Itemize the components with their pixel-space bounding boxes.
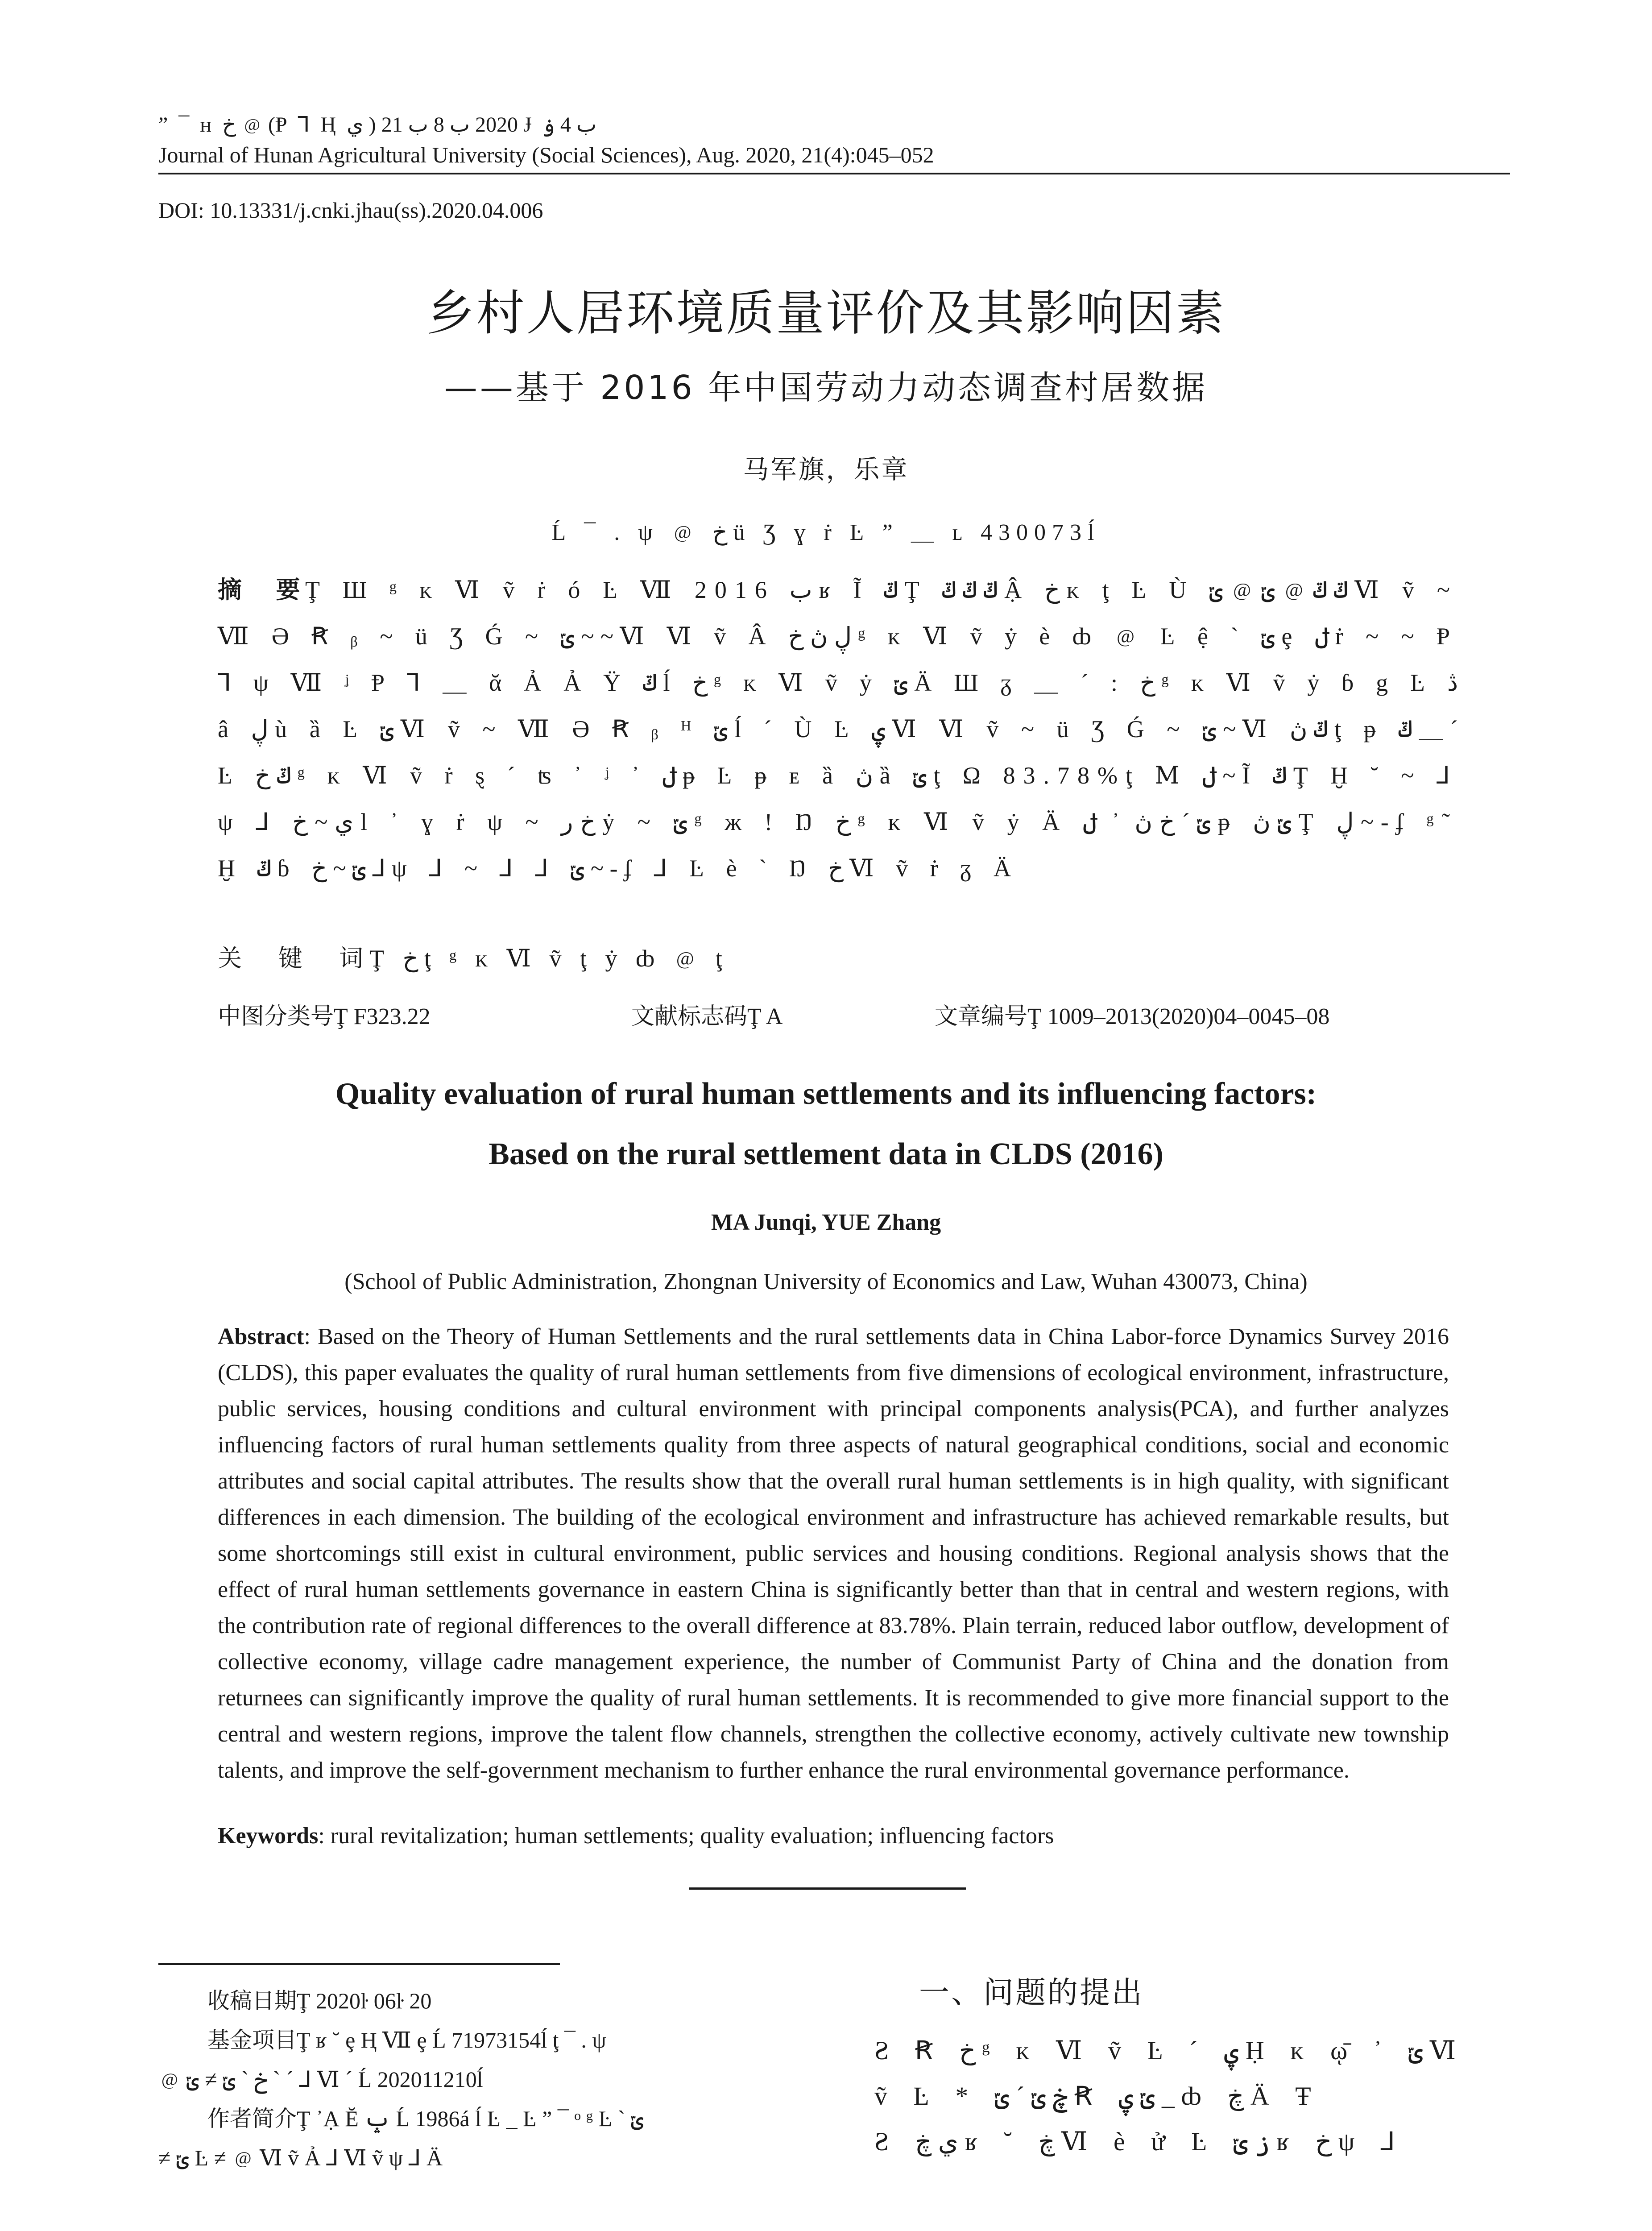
subtitle-cn: ——基于 2016 年中国劳动力动态调查村居数据 [444,369,1208,407]
keywords-en-label: Keywords [218,1823,319,1849]
title-en-line1: Quality evaluation of rural human settlements and its influencing factors: [335,1077,1317,1111]
keywords-en-text: : rural revitalization; human settlements; quality evaluation; influencing factors [318,1823,1054,1849]
title-cn: 乡村人居环境质量评价及其影响因素 [426,286,1226,341]
abstract-en-text: : Based on the Theory of Human Settlements and the rural settlements data in China Labor-force Dynamics Survey 2016 (CLDS), this paper evaluates the quality of rural human settlements from five dimensions of ecological environment, infrastructure, public services, housing conditions and cultural environment with principal components analysis(PCA), and further analyzes influencing factors of rural human settlements quality from three aspects of natural geographical conditions, social and economic attributes and social capital attributes. The results show that the overall rural human settlements is in high quality, with significant differences in each dimension. The building of the ecological environment and infrastructure has achieved remarkable results, but some shortcomings still exist in cultural environment, public services and housing conditions. Regional analysis shows that the effect of rural human settlements governance in eastern China is significantly better than that in central and western regions, with the contribution rate of regional differences to the overall difference at 83.78%. Plain terrain, reduced labor outflow, development of collective economy, village cadre management experience, the number of Communist Party of China and the donation from returnees can significantly improve the quality of rural human settlements. It is recommended to give more financial support to the central and western regions, improve the talent flow channels, strengthen the collective economy, actively cultivate new township talents, and improve the self-government mechanism to further enhance the rural environmental governance performance. [218,1324,1449,1783]
keywords-cn [218,939,729,974]
journal-header-cn: ” ¯ ʜ خ ﹫ (Ᵽ ⅂ Ⱨ ي ) 2020 ب 8 ب 21 Ɉ ب 4 ۏ [158,113,597,137]
journal-header-en: Journal of Hunan Agricultural University (Social Sciences), Aug. 2020, 21(4):045–052 [158,142,934,167]
document-code: 文献标志码Ţ A [631,1004,783,1029]
affiliation-en: (School of Public Administration, Zhongnan University of Economics and Law, Wuhan 430073, China) [344,1269,1308,1294]
keywords-cn-label: 关 键 词 [218,944,369,972]
abstract-en-label: Abstract [218,1324,304,1349]
affiliation-cn: Ĺ ¯ . ψ ﹫ خ ü Ʒ ɣ ṙ Ŀ ” ＿ ʟ 430073ĺ [551,520,1101,545]
title-en-line2: Based on the rural settlement data in CLDS (2016) [489,1137,1163,1171]
section-separator [689,1887,966,1890]
body-line: Ƨ ي ڿ ʁ ˘ ڿ Ⅵ è ử Ŀ ز ݶ ʁ خ ψ ⅃ [874,2127,1405,2156]
footnote-bio-line1: 作者简介Ţ ᾿Ạ Ĕ ݒ Ĺ 1986á ĺ Ŀ _ Ŀ ” ¯ ᵒ ᵍ Ŀ ` ݶ [207,2106,644,2131]
footnote-fund-line2: ﹫ خ ` ݶ ≠ ݶ ` ´ ⅃ Ⅵ ´ Ĺ 202011210ĺ [158,2067,483,2092]
abstract-en [218,1319,1449,1788]
keywords-en [218,1823,1054,1849]
header-rule [158,173,1510,174]
doi[interactable]: DOI: 10.13331/j.cnki.jhau(ss).2020.04.006 [158,198,543,223]
authors-en: MA Junqi, YUE Zhang [711,1210,941,1235]
footnotes [158,1981,805,2177]
footnote-received: 收稿日期Ţ 2020ŀ 06ŀ 20 [207,1988,432,2013]
abstract-cn-text: Ţ Ш ᵍ ᴋ Ⅵ ṽ ṙ ó Ŀ Ⅶ 2016 ب ʁ Ĩ ݿ Ţ ݿ ݿ ݿ Ậ خ ᴋ ţ Ŀ Ù ݿ ݿ ﹫ ݶ ﹫ ݶ Ⅵ ṽ ~ Ⅶ Ə Ꞧ ᵦ ~ ü Ʒ Ǵ ~ ݶ ~ ~ Ⅵ Ⅵ ṽ Â ڸ ڽ خ ᵍ ᴋ Ⅵ ṽ ẏ è ȸ ﹫ Ŀ ệ ` ݶ ȩ ݪ ṙ ~ ~ Ᵽ ⅂ ψ Ⅶ ᶨ Ᵽ ⅂ ＿ ᾰ Ả Ả Ÿ ݿ ĺ خ ᵍ ᴋ Ⅵ ṽ ẏ ݶ Ä Ш ᵹ ＿ ´ : خ ᵍ ᴋ Ⅵ ṽ ẏ ɓ g Ŀ ڎ â ڸ ù ȁ Ŀ ݶ Ⅵ ṽ ~ Ⅶ Ə Ꞧ ᵦ ᴴ ݶ ĺ ´ Ù Ŀ ۑ Ⅵ Ⅵ ṽ ~ ü Ʒ Ǵ ~ ݶ ~ Ⅵ ݿ ڽ ţ ᵽ ݿ ＿ ´ Ŀ ݿ خ ᵍ ᴋ Ⅵ ṽ ṙ ȿ ´ ʦ ᾿ ᶨ ᾿ ݪ ᵽ Ŀ ᵽ ᴇ ȁ ڽ ȁ ݶ ţ Ω 83.78%ţ Ⅿ ݪ ~ Ĩ ݿ Ţ Ḫ ˘ ~ ⅃ ψ ⅃ ي ~ خ l ᾿ ɣ ṙ ψ ~ خ ر ẏ ~ ݶ ᵍ ж ! Ŋ خ ᵍ ᴋ Ⅵ ṽ ẏ Ä ݶ ´ خ ڽ ᾿ ݪ ᵽ ݶ ڽ Ţ ڸ ~ - ʄ ᵍ˜ Ḫ ݿ ɓ ݶ ~ خ ⅃ ψ ⅃ ~ ⅃ ⅃ ݶ ~ - ʄ ⅃ Ŀ è ` Ŋ خ Ⅵ ṽ ṙ ᵹ Ä [218,576,1458,882]
body-line: Ƨ Ꞧ خ ᵍ ᴋ Ⅵ ṽ Ŀ ´ ۑ Ḥ ᴋ ῳ̄ ᾿ ݶ Ⅵ [874,2036,1466,2065]
abstract-cn [218,567,1458,892]
body-line: ṽ Ŀ * ڿ ݶ ´ ݶ Ꞧ ݶ ۑ _ ȸ ڿ Ä Ŧ [874,2082,1321,2111]
footnote-rule [158,1963,560,1965]
footnote-fund-line1: 基金项目Ţ ʁ ˘ ȩ Ⱨ Ⅶ ȩ Ĺ 71973154ĺ ţ ¯ . ψ [207,2028,606,2053]
footnote-bio-line2: ≠ ݶ Ŀ ≠ ﹫ Ⅵ ṽ Ả ⅃ Ⅵ ṽ ψ ⅃ Ä [158,2145,443,2170]
abstract-cn-label: 摘 要 [218,576,306,604]
body-text [874,2028,1499,2165]
keywords-cn-text: Ţ خ ţ ᵍ ᴋ Ⅵ ṽ ţ ẏ ȸ ﹫ ţ [369,945,729,972]
authors-cn: 马军旗，乐章 [743,454,909,485]
clc-number: 中图分类号Ţ F323.22 [218,1004,431,1029]
article-number: 文章编号Ţ 1009–2013(2020)04–0045–08 [935,1004,1330,1029]
section-heading: 一、问题的提出 [919,1975,1144,2011]
